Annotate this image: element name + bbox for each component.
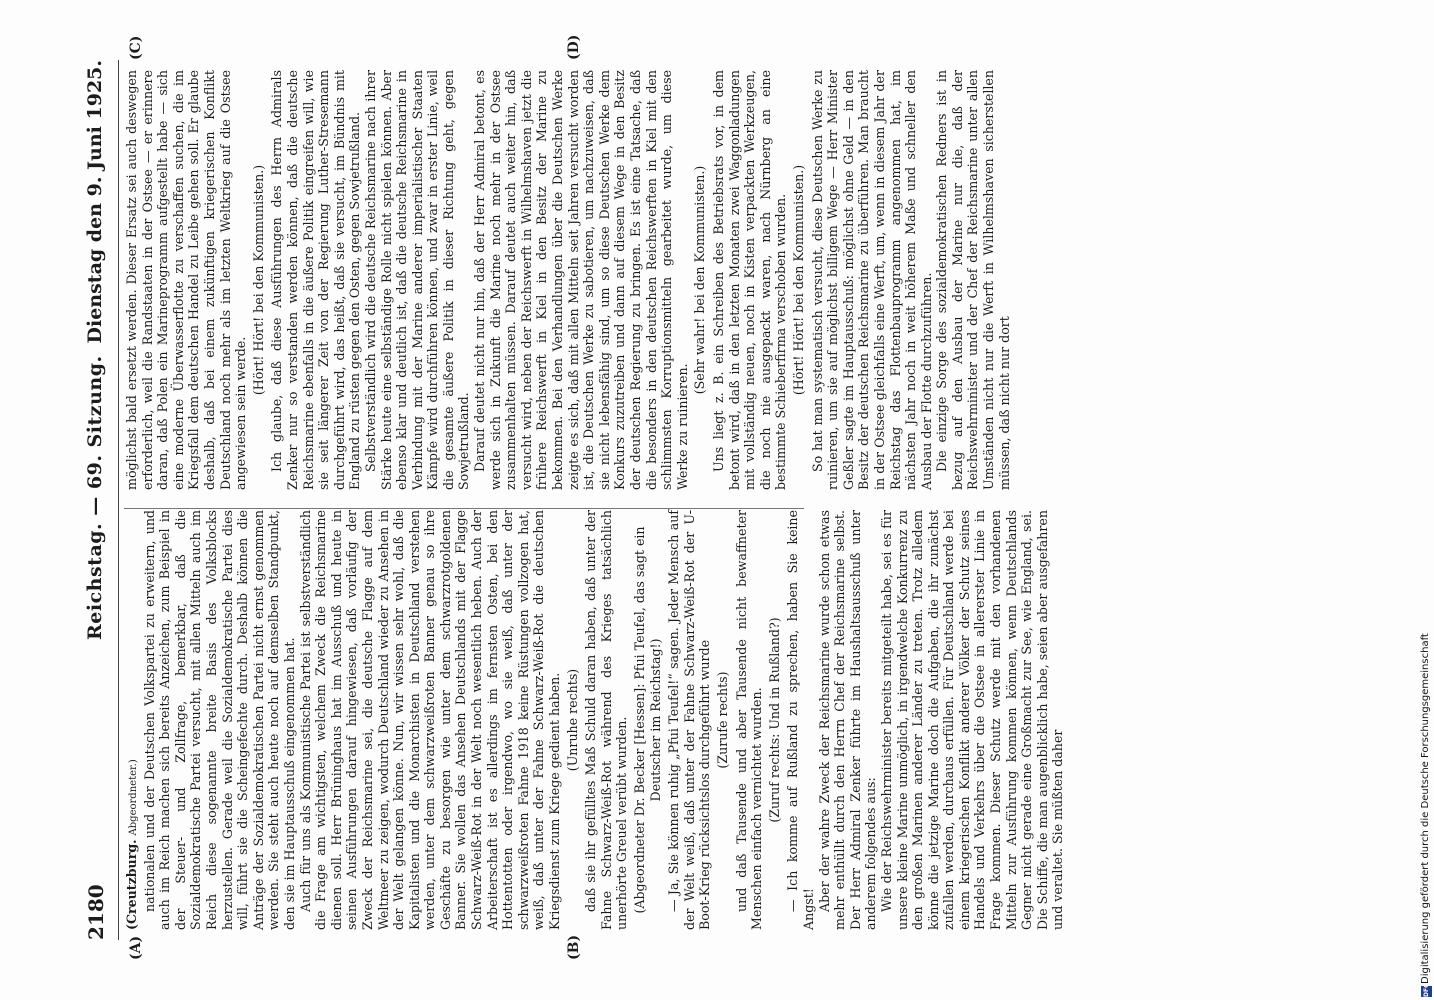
running-date: Dienstag den 9. Juni 1925. <box>84 60 106 344</box>
interjection: (Abgeordneter Dr. Becker [Hessen]: Pfui Teufel, das sagt ein Deutscher im Reichstag!) <box>632 526 663 914</box>
paragraph: nationalen und der Deutschen Volkspartei zu erweitern, und auch im Reich machen sich bereits Anzeichen, zum Beispiel in der Steuer- und Zollfrage, bemerkbar, daß die Sozialdemokratische Partei versucht, mit allen Mitteln auch im Reich diese sogenannte breite Basis des Volksblocks herzustellen. Gerade weil die Sozialdemokratische Partei dies will, führt sie die Scheingefechte durch. Deshalb können die Anträge der Sozialdemokratischen Partei nicht ernst genommen werden. Sie steht auch heute noch auf demselben Standpunkt, den sie im Hauptausschuß eingenommen hat. <box>141 510 297 930</box>
paragraph: Wie der Reichswehrminister bereits mitgeteilt habe, sei es für unsere kleine Marine unmöglich, in irgendwelche Konkurrenz zu den großen Marinen anderer Länder zu treten. Trotz alledem könne die jetzige Marine doch die Aufgaben, die ihr zunächst zufallen werden, durchaus erfüllen. Für Deutschland werde bei einem kriegerischen Konflikt anderer Völker der Schutz seines Handels und Verkehrs über die Ostsee in allererster Linie in Frage kommen. Dieser Schutz werde mit den vorhandenen Mitteln zur Ausführung kommen können, wenn Deutschlands Gegner nicht gerade eine Großmacht zur See, wie England, sei. Die Schiffe, die man augenblicklich habe, seien aber ausgefahren und veraltet. Sie müßten daher <box>878 510 1066 930</box>
margin-marker-a: (A) <box>128 935 144 960</box>
speaker-note: Abgeordneter.) <box>128 759 139 836</box>
paragraph: Uns liegt z. B. ein Schreiben des Betriebsrats vor, in dem betont wird, daß in den letzten Monaten zwei Waggonladungen mit vollständig neuen, noch in Kisten verpackten Werkzeugen, die noch nie ausgepackt waren, nach Nürnberg an eine bestimmte Schieberfirma verschoben wurden. <box>710 70 789 490</box>
right-text-column <box>124 70 1012 490</box>
paragraph: Ich glaube, daß diese Ausführungen des Herrn Admirals Zenker nur so verstanden werden können, daß die deutsche Reichsmarine ebenfalls in die äußere Politik eingreifen will, wie sie seit längerer Zeit von der Regierung Luther-Stresemann durchgeführt wird, das heißt, daß sie versucht, im Bündnis mit England zu rüsten gegen den Osten, gegen Sowjetrußland. <box>269 70 363 490</box>
interjection: (Zuruf rechts: Und in Rußland?) <box>766 617 782 823</box>
paragraph: Darauf deutet nicht nur hin, daß der Herr Admiral betont, es werde sich in Zukunft die Marine noch mehr in der Ostsee zusammenhalten müssen. Darauf deutet auch weiter hin, daß versucht wird, neben der Reichswerft in Wilhelmshaven jetzt die frühere Reichswerft in Kiel in den Besitz der Marine zu bekommen. Bei den Verhandlungen über die Deutschen Werke zeigte es sich, daß mit allen Mitteln seit Jahren versucht worden ist, die Deutschen Werke zu sabotieren, um nachzuweisen, daß sie nicht lebensfähig sind, um so diese Deutschen Werke dem Konkurs zuzutreiben und dann auf diesem Wege in den Besitz der deutschen Regierung zu bringen. Es ist eine Tatsache, daß die besonders in den deutschen Reichswerften in Kiel mit den schlimmsten Korruptionsmitteln gearbeitet wurde, um diese Werke zu ruinieren. <box>472 70 690 490</box>
paragraph: Auch für uns als Kommunistische Partei ist selbstverständlich die Frage am wichtigsten, welchem Zweck die Reichsmarine dienen soll. Herr Brüninghaus hat im Ausschuß und heute in seinen Ausführungen darauf hingewiesen, daß vorläufig der Zweck der Reichsmarine sei, die deutsche Flagge auf dem Weltmeer zu zeigen, wodurch Deutschland wieder zu Ansehen in der Welt gelangen könne. Nun, wir wissen sehr wohl, daß die Kapitalisten und die Monarchisten in Deutschland verstehen werden, unter dem schwarzweißroten Banner genau so ihre Geschäfte zu besorgen wie unter dem schwarzrotgoldenen Banner. Sie wollen das Ansehen Deutschlands mit der Flagge Schwarz-Weiß-Rot in der Welt noch wesentlich heben. Auch der Arbeiterschaft ist es allerdings im fernsten Osten, bei den Hottentotten oder irgendwo, wo sie weiß, daß unter der schwarzweißroten Fahne 1918 keine Rüstungen vollzogen hat, weiß, daß unter der Fahne Schwarz-Weiß-Rot die deutschen Kriegsdienst zum Kriege gedient haben. <box>297 510 563 930</box>
interjection: (Hört! Hört! bei den Kommunisten.) <box>790 164 806 396</box>
paragraph: daß sie ihr gefülltes Maß Schuld daran haben, daß unter der Fahne Schwarz-Weiß-Rot während des Krieges tatsächlich unerhörte Greuel verübt wurden. <box>583 510 630 930</box>
margin-marker-d: (D) <box>566 34 582 60</box>
header-rule <box>118 60 119 940</box>
speaker-name: (Creutzburg. <box>124 839 139 930</box>
footer-credit: Digitalisierung gefördert durch die Deutsche Forschungsgemeinschaft <box>1420 633 1431 984</box>
column-divider <box>124 508 804 509</box>
paragraph: Aber der wahre Zweck der Reichsmarine wurde schon etwas mehr enthüllt durch den Herrn Chef der Reichsmarine selbst. Der Herr Admiral Zenker führte im Haushaltsausschuß unter anderem folgendes aus: <box>816 510 879 930</box>
margin-marker-b: (B) <box>566 934 582 960</box>
paragraph: — Ja, Sie können ruhig „Pfui Teufel!“ sagen. Jeder Mensch auf der Welt weiß, daß unter der Fahne Schwarz-Weiß-Rot der U-Boot-Krieg rücksichtslos durchgeführt wurde <box>666 510 713 930</box>
margin-marker-c: (C) <box>128 35 144 60</box>
paragraph: Die einzige Sorge des sozialdemokratischen Redners ist in bezug auf den Ausbau der Marine nur die, daß der Reichswehrminister und der Chef der Reichsmarine unter allen Umständen nicht nur die Werft in Wilhelmshaven sicherstellen müssen, daß nicht nur dort <box>934 70 1012 490</box>
left-text-column <box>124 510 1066 930</box>
dfg-logo-icon: DFG <box>1423 982 1430 997</box>
paragraph: und daß Tausende und aber Tausende nicht bewaffneter Menschen einfach vernichtet wurden. <box>733 510 765 930</box>
paragraph: So hat man systematisch versucht, diese Deutschen Werke zu ruinieren, um sie auf möglichst billigem Wege — Herr Minister Geßler sagte im Hauptausschuß: möglichst ohne Geld — in den Besitz der deutschen Reichsmarine zu überführen. Man braucht in der Ostsee gleichfalls eine Werft, um, wenn in diesem Jahr der Reichstag das Flottenbauprogramm angenommen hat, im nächsten Jahr noch in weit höherem Maße und schneller den Ausbau der Flotte durchzuführen. <box>809 70 934 490</box>
paragraph: möglichst bald ersetzt werden. Dieser Ersatz sei auch deswegen erforderlich, weil die Randstaaten in der Ostsee — er erinnere daran, daß Polen ein Marineprogramm aufgestellt habe — sich eine moderne Überwasserflotte zu verschaffen suchen, die im Kriegsfall dem deutschen Handel zu Leibe gehen soll. Er glaube deshalb, daß bei einem zukünftigen kriegerischen Konflikt Deutschland noch mehr als im letzten Weltkrieg auf die Ostsee angewiesen sein werde. <box>124 70 249 490</box>
paragraph: — Ich komme auf Rußland zu sprechen, haben Sie keine Angst! <box>785 510 816 930</box>
page-number: 2180 <box>84 884 108 940</box>
digitization-footer <box>1420 0 1434 1000</box>
page-header <box>84 60 112 940</box>
paragraph: Selbstverständlich wird die deutsche Reichsmarine nach ihrer Stärke heute eine selbständige Rolle nicht spielen können. Aber ebenso klar und deutlich ist, daß die deutsche Reichsmarine in Verbindung mit der Marine anderer imperialistischer Staaten Kämpfe wird durchführen können, und zwar in erster Linie, weil die gesamte äußere Politik in dieser Richtung geht, gegen Sowjetrußland. <box>362 70 472 490</box>
speaker-line <box>124 510 142 930</box>
interjection: (Unruhe rechts) <box>564 668 580 772</box>
interjection: (Zurufe rechts) <box>714 671 730 769</box>
interjection: (Hört! Hört! bei den Kommunisten.) <box>250 164 266 396</box>
interjection: (Sehr wahr! bei den Kommunisten.) <box>692 165 708 395</box>
running-title: Reichstag. — 69. Sitzung. <box>84 355 106 640</box>
